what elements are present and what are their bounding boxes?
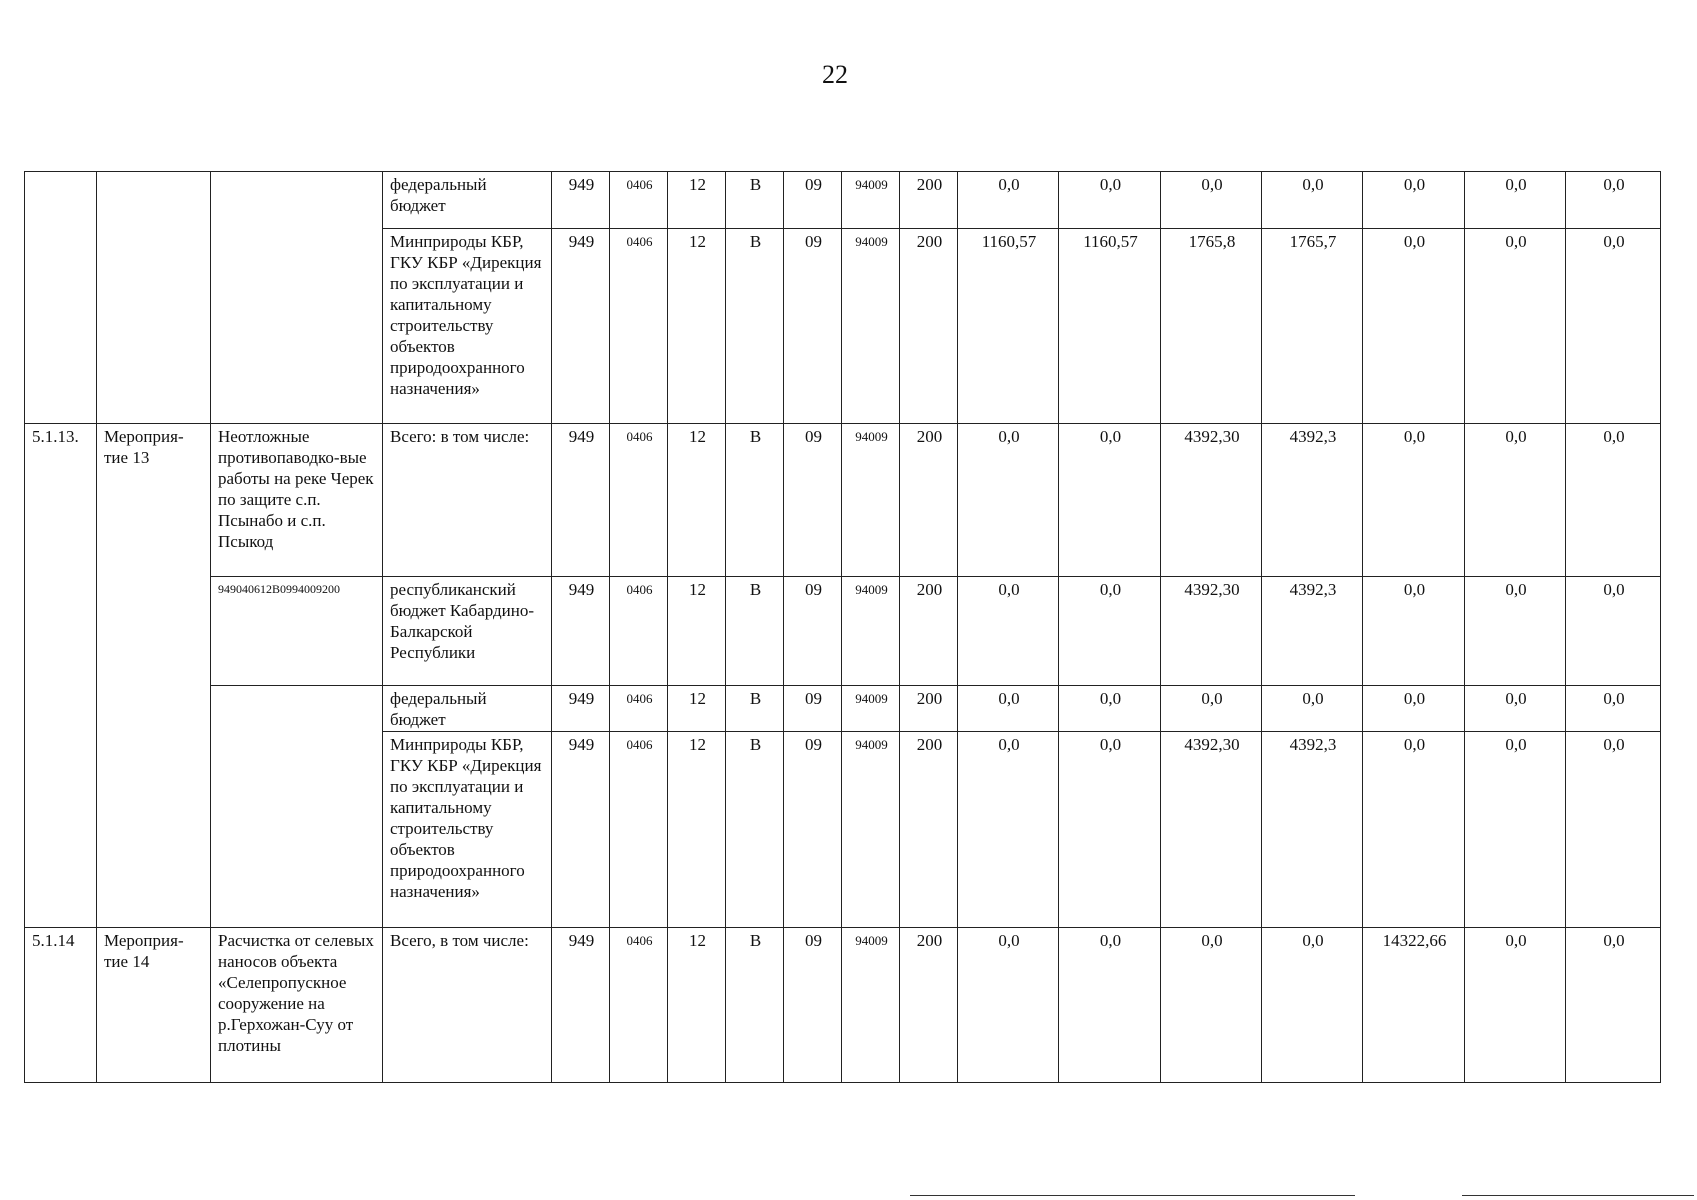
cell-value-1: 1160,57 [958, 229, 1059, 424]
cell-direction: 94009 [842, 229, 900, 424]
cell-grbs: 949 [552, 172, 610, 229]
cell-source: федеральный бюджет [383, 686, 552, 732]
cell-grbs: 949 [552, 686, 610, 732]
cell-measure: 09 [784, 928, 842, 1083]
cell-source: федеральный бюджет [383, 172, 552, 229]
cell-expense-type: 200 [900, 229, 958, 424]
cell-value-4: 1765,7 [1262, 229, 1363, 424]
cell-rzpr: 0406 [610, 732, 668, 928]
cell-grbs: 949 [552, 424, 610, 577]
cell-grbs: 949 [552, 732, 610, 928]
cell-value-2: 0,0 [1059, 928, 1161, 1083]
cell-measure: 09 [784, 732, 842, 928]
page-number: 22 [822, 60, 848, 89]
cell-value-7: 0,0 [1566, 424, 1661, 577]
cell-measure: 09 [784, 424, 842, 577]
cell-value-5: 0,0 [1363, 577, 1465, 686]
cell-direction: 94009 [842, 928, 900, 1083]
cell-value-6: 0,0 [1465, 229, 1566, 424]
cell-value-2: 0,0 [1059, 172, 1161, 229]
cell-value-4: 0,0 [1262, 928, 1363, 1083]
cell-measure: 09 [784, 577, 842, 686]
cell-value-2: 0,0 [1059, 686, 1161, 732]
footer-rule [910, 1195, 1355, 1196]
cell-value-3: 1765,8 [1161, 229, 1262, 424]
cell-value-7: 0,0 [1566, 686, 1661, 732]
cell-value-3: 0,0 [1161, 928, 1262, 1083]
cell-value-3: 0,0 [1161, 686, 1262, 732]
cell-value-5: 0,0 [1363, 172, 1465, 229]
cell-value-5: 14322,66 [1363, 928, 1465, 1083]
cell-value-6: 0,0 [1465, 577, 1566, 686]
cell-value-4: 4392,3 [1262, 424, 1363, 577]
cell-value-1: 0,0 [958, 732, 1059, 928]
cell-name: Неотложные противопаводко-вые работы на реке Черек по защите с.п. Псынабо и с.п. Псыкод [211, 424, 383, 577]
cell-value-5: 0,0 [1363, 686, 1465, 732]
cell-program: 12 [668, 229, 726, 424]
cell-subprogram: В [726, 928, 784, 1083]
cell-value-3: 4392,30 [1161, 424, 1262, 577]
cell-num: 5.1.13. [25, 424, 97, 928]
cell-rzpr: 0406 [610, 424, 668, 577]
cell-grbs: 949 [552, 229, 610, 424]
cell-source: республиканский бюджет Кабардино-Балкарской Республики [383, 577, 552, 686]
cell-value-1: 0,0 [958, 686, 1059, 732]
cell-value-6: 0,0 [1465, 424, 1566, 577]
cell-value-6: 0,0 [1465, 172, 1566, 229]
cell-rzpr: 0406 [610, 172, 668, 229]
cell-value-2: 1160,57 [1059, 229, 1161, 424]
cell-measure: 09 [784, 229, 842, 424]
cell-subprogram: В [726, 424, 784, 577]
cell-value-3: 4392,30 [1161, 577, 1262, 686]
cell-subprogram: В [726, 732, 784, 928]
cell-value-1: 0,0 [958, 172, 1059, 229]
cell-value-6: 0,0 [1465, 732, 1566, 928]
cell-value-7: 0,0 [1566, 928, 1661, 1083]
cell-program: 12 [668, 732, 726, 928]
cell-rzpr: 0406 [610, 229, 668, 424]
cell-rzpr: 0406 [610, 928, 668, 1083]
cell-grbs: 949 [552, 577, 610, 686]
cell-program: 12 [668, 172, 726, 229]
budget-table [24, 171, 1661, 1083]
cell-value-1: 0,0 [958, 577, 1059, 686]
table-row [25, 172, 1661, 229]
cell-rzpr: 0406 [610, 577, 668, 686]
cell-type: Мероприя-тие 13 [97, 424, 211, 928]
cell-budget-code: 949040612B0994009200 [211, 577, 383, 686]
cell-expense-type: 200 [900, 686, 958, 732]
table-row [25, 686, 1661, 732]
cell-type [97, 172, 211, 424]
cell-value-3: 0,0 [1161, 172, 1262, 229]
table-row [25, 577, 1661, 686]
cell-value-2: 0,0 [1059, 424, 1161, 577]
cell-program: 12 [668, 424, 726, 577]
cell-program: 12 [668, 686, 726, 732]
cell-program: 12 [668, 577, 726, 686]
cell-value-7: 0,0 [1566, 229, 1661, 424]
cell-source: Минприроды КБР, ГКУ КБР «Дирекция по эксплуатации и капитальному строительству объектов природоохранного назначения» [383, 732, 552, 928]
cell-value-1: 0,0 [958, 928, 1059, 1083]
cell-direction: 94009 [842, 732, 900, 928]
cell-value-1: 0,0 [958, 424, 1059, 577]
cell-value-7: 0,0 [1566, 732, 1661, 928]
cell-grbs: 949 [552, 928, 610, 1083]
cell-measure: 09 [784, 686, 842, 732]
cell-value-4: 4392,3 [1262, 577, 1363, 686]
cell-expense-type: 200 [900, 928, 958, 1083]
cell-direction: 94009 [842, 577, 900, 686]
cell-direction: 94009 [842, 172, 900, 229]
cell-direction: 94009 [842, 686, 900, 732]
cell-expense-type: 200 [900, 424, 958, 577]
cell-value-6: 0,0 [1465, 686, 1566, 732]
cell-value-2: 0,0 [1059, 577, 1161, 686]
cell-rzpr: 0406 [610, 686, 668, 732]
cell-value-6: 0,0 [1465, 928, 1566, 1083]
cell-value-7: 0,0 [1566, 172, 1661, 229]
footer-rule [1462, 1195, 1694, 1196]
cell-value-3: 4392,30 [1161, 732, 1262, 928]
cell-source: Минприроды КБР, ГКУ КБР «Дирекция по эксплуатации и капитальному строительству объектов природоохранного назначения» [383, 229, 552, 424]
cell-expense-type: 200 [900, 732, 958, 928]
cell-expense-type: 200 [900, 172, 958, 229]
cell-source: Всего, в том числе: [383, 928, 552, 1083]
cell-subprogram: В [726, 172, 784, 229]
cell-source: Всего: в том числе: [383, 424, 552, 577]
cell-name [211, 172, 383, 424]
table-row [25, 928, 1661, 1083]
cell-value-4: 0,0 [1262, 686, 1363, 732]
cell-value-4: 4392,3 [1262, 732, 1363, 928]
cell-subprogram: В [726, 229, 784, 424]
cell-value-5: 0,0 [1363, 424, 1465, 577]
cell-direction: 94009 [842, 424, 900, 577]
cell-value-7: 0,0 [1566, 577, 1661, 686]
cell-value-2: 0,0 [1059, 732, 1161, 928]
cell-type: Мероприя-тие 14 [97, 928, 211, 1083]
cell-num: 5.1.14 [25, 928, 97, 1083]
cell-measure: 09 [784, 172, 842, 229]
cell-expense-type: 200 [900, 577, 958, 686]
table-row [25, 424, 1661, 577]
cell-subprogram: В [726, 686, 784, 732]
cell-program: 12 [668, 928, 726, 1083]
cell-subprogram: В [726, 577, 784, 686]
cell-num [25, 172, 97, 424]
cell-value-5: 0,0 [1363, 229, 1465, 424]
cell-value-4: 0,0 [1262, 172, 1363, 229]
cell-name [211, 686, 383, 928]
cell-name: Расчистка от селевых наносов объекта «Селепропускное сооружение на р.Герхожан-Суу от плотины [211, 928, 383, 1083]
cell-value-5: 0,0 [1363, 732, 1465, 928]
